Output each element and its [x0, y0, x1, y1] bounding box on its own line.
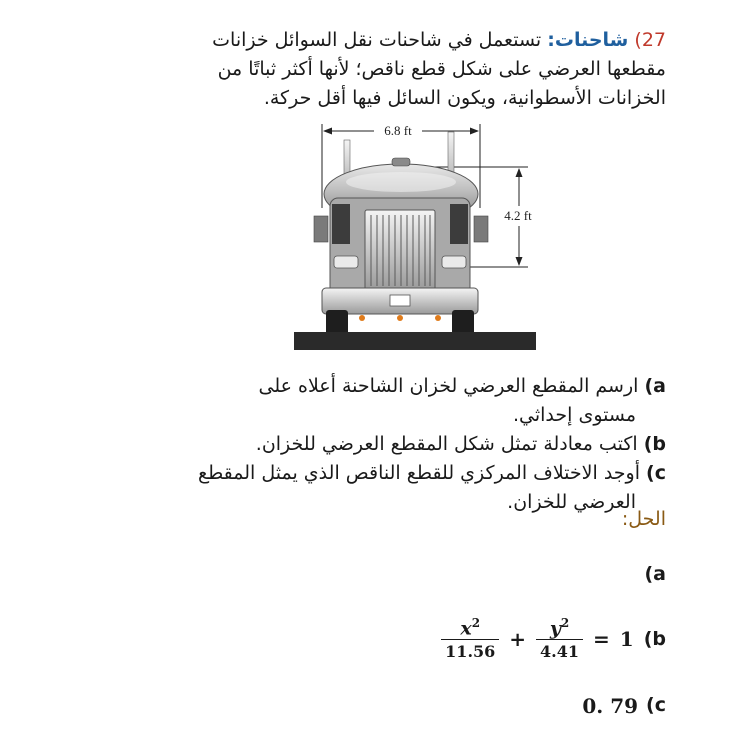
answer-b-label: (b [643, 627, 666, 650]
denominator-y: 4.41 [536, 639, 583, 661]
height-label: 4.2 ft [504, 208, 532, 223]
problem-number: 27) [634, 29, 666, 51]
arrow-right-icon [470, 128, 479, 135]
part-b-text-1: اكتب معادلة تمثل شكل المقطع العرضي للخزان. [255, 433, 638, 455]
fraction-x [441, 616, 499, 661]
problem-term: شاحنات: [547, 29, 629, 51]
answer-b [441, 616, 666, 661]
part-b [106, 430, 666, 459]
truck-icon [294, 132, 536, 350]
part-a-label: a) [644, 375, 666, 397]
part-b-label: b) [643, 433, 666, 455]
arrow-up-icon [516, 168, 523, 177]
width-label: 6.8 ft [384, 123, 412, 138]
denominator-x: 11.56 [441, 639, 499, 661]
answer-c [582, 694, 666, 718]
problem-text-3: الخزانات الأسطوانية، ويكون السائل فيها أقل حركة. [263, 87, 666, 109]
rhs-value: 1 [619, 626, 634, 651]
part-c-label: c) [646, 462, 666, 484]
part-a [106, 372, 666, 430]
arrow-down-icon [516, 257, 523, 266]
equals-sign: = [593, 626, 610, 651]
question-parts [106, 372, 666, 517]
solution-label: الحل: [621, 508, 666, 530]
truck-figure [290, 120, 540, 355]
arrow-left-icon [323, 128, 332, 135]
exponent-y: 2 [560, 616, 570, 630]
numerator-x: x [460, 617, 472, 640]
problem-statement [106, 26, 666, 113]
part-c-text-1: أوجد الاختلاف المركزي للقطع الناقص الذي يمثل المقطع [197, 462, 640, 484]
numerator-y: y [549, 617, 561, 640]
answer-a: (a [644, 563, 666, 585]
plus-sign: + [509, 626, 527, 651]
part-c [106, 459, 666, 517]
fraction-y [536, 616, 583, 661]
problem-line-1 [106, 26, 666, 55]
part-a-text-1: ارسم المقطع العرضي لخزان الشاحنة أعلاه على [258, 375, 639, 397]
exponent-x: 2 [471, 616, 481, 630]
answer-c-value: 0. 79 [582, 694, 639, 718]
part-a-text-2: مستوى إحداثي. [512, 404, 636, 426]
part-c-text-2: العرضي للخزان. [507, 491, 636, 513]
problem-text-2: مقطعها العرضي على شكل قطع ناقص؛ لأنها أكثر ثباتًا من [217, 58, 666, 80]
problem-text-1: تستعمل في شاحنات نقل السوائل خزانات [212, 29, 542, 51]
answer-c-label: (c [646, 694, 666, 716]
